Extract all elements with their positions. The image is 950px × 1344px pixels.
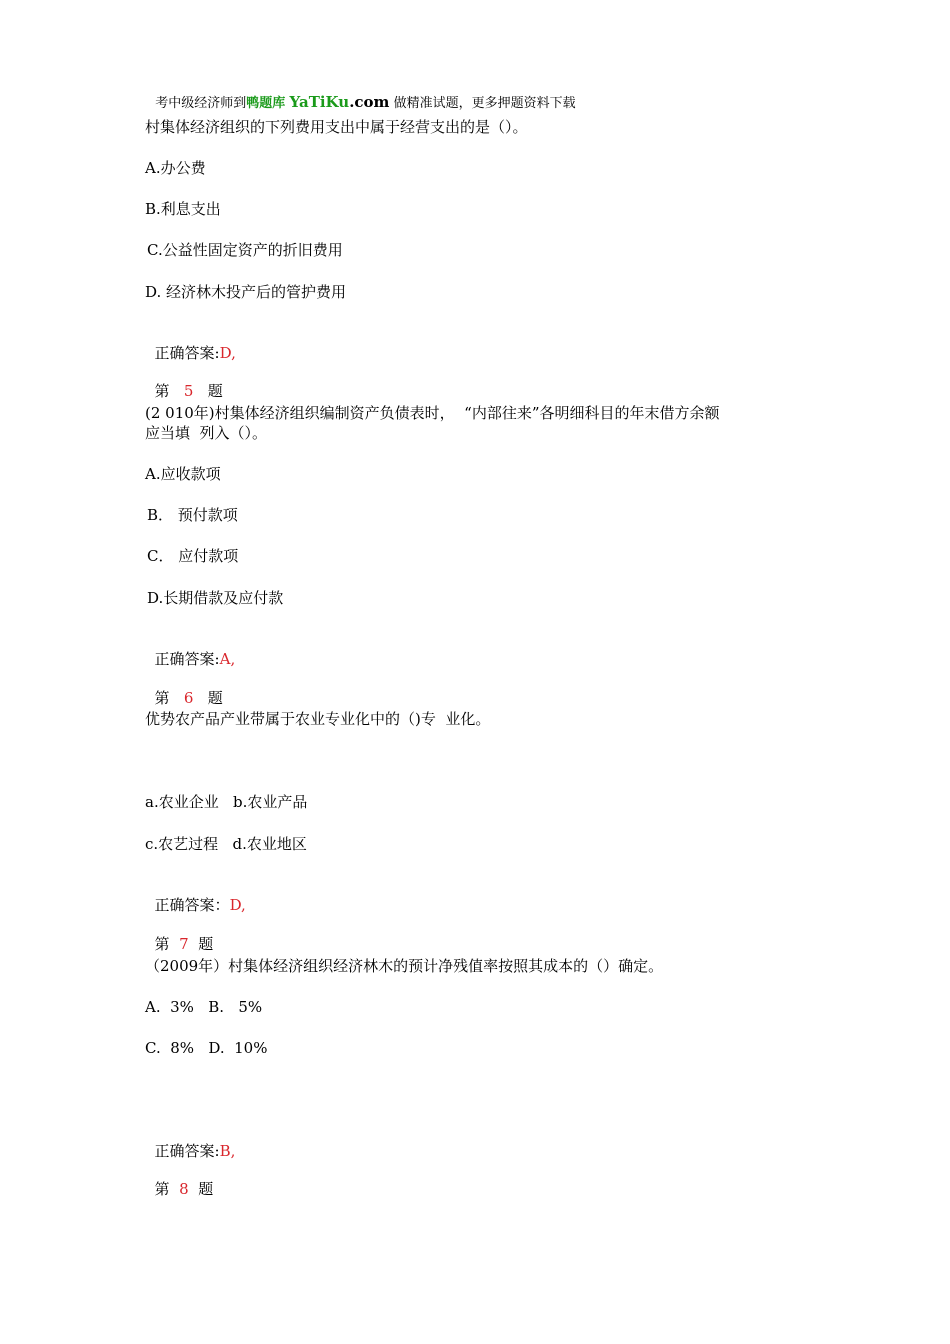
q7-answer-value: B, [219,1142,236,1160]
q6-heading [145,668,223,708]
q7-answer [145,1121,235,1161]
q5-option-b: B． 预付款项 [147,506,238,524]
q7-answer-label: 正确答案: [154,1142,220,1160]
q7-options-line1: A. 3% B. 5% [145,998,263,1016]
q8-number: 8 [179,1180,189,1198]
q4-option-a: A.办公费 [145,159,206,177]
q5-heading [145,361,223,401]
q5-stem-line1: (2 010年)村集体经济组织编制资产负债表时， “内部往来”各明细科目的年末借方余额 [145,404,720,422]
header-brand-cn[interactable]: 鸭题库 [246,96,286,111]
q6-answer [145,875,246,915]
q5-answer [145,629,235,669]
q4-answer [145,323,236,363]
q7-di: 第 [154,935,170,953]
header-suffix: 做精准试题，更多押题资料下载 [393,96,576,111]
q6-number: 6 [183,689,194,707]
header-brand-en[interactable]: YaTiKu [289,93,350,111]
q8-heading [145,1159,213,1199]
q4-option-c: C.公益性固定资产的折旧费用 [147,241,343,259]
q7-heading [145,914,213,954]
q5-answer-value: A, [219,650,236,668]
q5-option-a: A.应收款项 [145,465,221,483]
header-banner [147,72,576,114]
q4-option-d: D. 经济林木投产后的管护费用 [145,283,347,301]
q4-option-b: B.利息支出 [145,200,221,218]
q8-ti: 题 [198,1180,214,1198]
q6-answer-label: 正确答案： [154,896,230,914]
q5-number: 5 [183,382,194,400]
q4-answer-label: 正确答案: [154,344,220,362]
q7-ti: 题 [198,935,214,953]
header-prefix: 考中级经济师到 [155,96,247,111]
q4-stem: 村集体经济组织的下列费用支出中属于经营支出的是（）。 [145,118,528,136]
header-brand-com[interactable]: .com [349,93,390,111]
q6-di: 第 [154,689,170,707]
q4-answer-value: D, [219,344,236,362]
q5-option-c: C． 应付款项 [147,547,239,565]
q7-number: 7 [179,935,189,953]
q7-options-line2: C. 8% D. 10% [145,1039,268,1057]
q5-stem-line2: 应当填 列入（）。 [145,424,268,442]
q6-ti: 题 [207,689,223,707]
q6-answer-value: D, [229,896,246,914]
q6-options-line2: c.农艺过程 d.农业地区 [145,835,307,853]
q5-option-d: D.长期借款及应付款 [147,589,284,607]
q6-stem: 优势农产品产业带属于农业专业化中的（)专 业化。 [145,710,491,728]
q6-options-line1: a.农业企业 b.农业产品 [145,793,308,811]
q8-di: 第 [154,1180,170,1198]
q5-ti: 题 [207,382,223,400]
q5-answer-label: 正确答案: [154,650,220,668]
q5-di: 第 [154,382,170,400]
q7-stem: （2009年）村集体经济组织经济林木的预计净残值率按照其成本的（）确定。 [145,957,664,975]
